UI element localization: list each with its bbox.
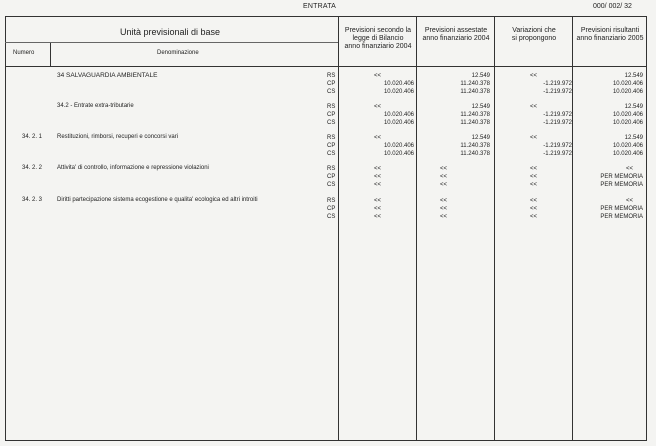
variazioni-values: << << <<: [530, 166, 538, 188]
header-bottom-rule: [5, 66, 647, 67]
prev-assestate-values: << << <<: [440, 198, 448, 220]
variazioni-header: Variazioni che si propongono: [511, 27, 557, 42]
row-denomination: 34 SALVAGUARDIA AMBIENTALE: [57, 72, 158, 79]
row-number: 34. 2. 3: [22, 197, 43, 203]
row-codes: RS CP CS: [327, 166, 336, 188]
header-divider: [5, 42, 338, 43]
row-denomination: Restituzioni, rimborsi, recuperi e concorsi vari: [57, 134, 179, 140]
table-row: [0, 72, 656, 100]
numero-header: Numero: [13, 50, 35, 56]
prev-assestate-values: 12.549 11.240.378 11.240.378: [460, 73, 490, 95]
prev-bilancio-header: Previsioni secondo la legge di Bilancio anno finanziario 2004: [344, 27, 412, 50]
table-row: [0, 134, 656, 162]
variazioni-values: << -1.219.972 -1.219.972: [530, 135, 572, 157]
prev-risultanti-values: 12.549 10.020.406 10.020.406: [612, 73, 643, 95]
row-denomination: Attivita' di controllo, informazione e repressione violazioni: [57, 165, 209, 171]
prev-risultanti-values: << PER MEMORIA PER MEMORIA: [600, 166, 643, 188]
row-codes: RS CP CS: [327, 135, 336, 157]
row-number: 34. 2. 2: [22, 165, 43, 171]
prev-assestate-values: 12.549 11.240.378 11.240.378: [460, 135, 490, 157]
column-divider: [50, 42, 51, 67]
prev-risultanti-values: << PER MEMORIA PER MEMORIA: [600, 198, 643, 220]
row-denomination: 34.2 - Entrate extra-tributarie: [57, 103, 134, 109]
prev-bilancio-values: << 10.020.406 10.020.406: [374, 104, 414, 126]
row-codes: RS CP CS: [327, 198, 336, 220]
unita-header: Unità previsionali di base: [120, 27, 221, 37]
prev-risultanti-values: 12.549 10.020.406 10.020.406: [612, 104, 643, 126]
page-reference: 000/ 002/ 32: [593, 3, 632, 10]
prev-risultanti-values: 12.549 10.020.406 10.020.406: [612, 135, 643, 157]
prev-bilancio-values: << 10.020.406 10.020.406: [374, 73, 414, 95]
variazioni-values: << -1.219.972 -1.219.972: [530, 104, 572, 126]
prev-assestate-header: Previsioni assestate anno finanziario 2004: [422, 27, 490, 42]
document-title: ENTRATA: [303, 3, 337, 10]
table-row: [0, 197, 656, 225]
variazioni-values: << -1.219.972 -1.219.972: [530, 73, 572, 95]
prev-bilancio-values: << << <<: [374, 166, 382, 188]
prev-assestate-values: 12.549 11.240.378 11.240.378: [460, 104, 490, 126]
row-codes: RS CP CS: [327, 73, 336, 95]
prev-assestate-values: << << <<: [440, 166, 448, 188]
prev-bilancio-values: << 10.020.406 10.020.406: [374, 135, 414, 157]
denominazione-header: Denominazione: [157, 50, 199, 56]
row-number: 34. 2. 1: [22, 134, 43, 140]
table-row: [0, 165, 656, 193]
row-denomination: Diritti partecipazione sistema ecogestione e qualita' ecologica ed altri introiti: [57, 197, 258, 203]
prev-bilancio-values: << << <<: [374, 198, 382, 220]
row-codes: RS CP CS: [327, 104, 336, 126]
prev-risultanti-header: Previsioni risultanti anno finanziario 2005: [576, 27, 644, 42]
table-row: [0, 103, 656, 131]
variazioni-values: << << <<: [530, 198, 538, 220]
